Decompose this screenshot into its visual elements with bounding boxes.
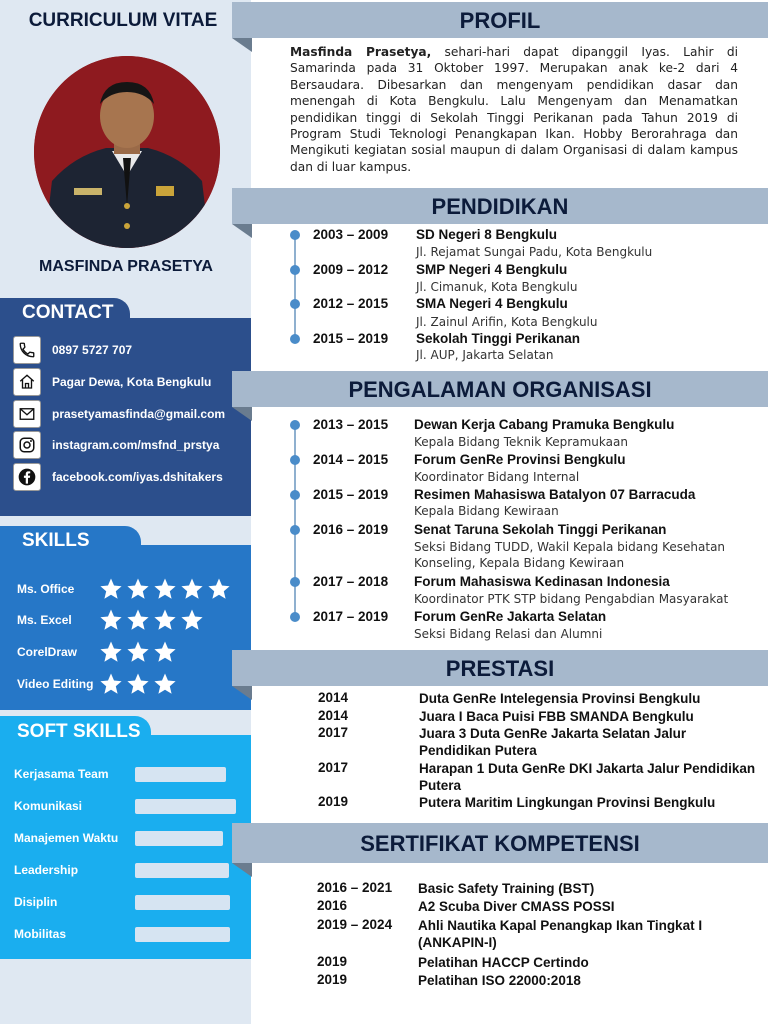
sertifikat-year: 2016 – 2021: [317, 880, 393, 895]
star-icon: [153, 640, 177, 664]
soft-skill-row: [14, 766, 226, 782]
timeline-dot: [290, 299, 300, 309]
skill-row: [17, 576, 231, 602]
timeline-dot: [290, 455, 300, 465]
star-icon: [180, 577, 204, 601]
cv-title: CURRICULUM VITAE: [28, 10, 218, 31]
star-icon: [99, 608, 123, 632]
prestasi-text: Duta GenRe Intelegensia Provinsi Bengkulu: [419, 691, 701, 706]
soft-skill-bar: [135, 799, 236, 814]
skill-name: Ms. Excel: [17, 613, 72, 627]
organisasi-period: 2017 – 2019: [313, 609, 389, 624]
soft-skill-name: Leadership: [14, 863, 79, 877]
soft-skill-name: Disiplin: [14, 895, 58, 909]
soft-skill-name: Kerjasama Team: [14, 767, 109, 781]
skills-title: SKILLS: [22, 530, 90, 551]
timeline-dot: [290, 420, 300, 430]
skill-row: [17, 607, 204, 633]
soft-skill-name: Mobilitas: [14, 927, 67, 941]
star-icon: [126, 640, 150, 664]
star-icon: [180, 608, 204, 632]
contact-instagram-text: instagram.com/msfnd_prstya: [52, 438, 220, 452]
skill-rating: [99, 577, 231, 601]
profil-name: Masfinda Prasetya,: [290, 45, 432, 59]
prestasi-year: 2014: [318, 690, 349, 705]
organisasi-org: Forum Mahasiswa Kedinasan Indonesia: [414, 574, 670, 589]
skill-name: Ms. Office: [17, 582, 75, 596]
timeline-dot: [290, 230, 300, 240]
star-icon: [99, 672, 123, 696]
organisasi-period: 2017 – 2018: [313, 574, 389, 589]
star-icon: [126, 672, 150, 696]
soft-skill-name: Komunikasi: [14, 799, 83, 813]
pendidikan-title: PENDIDIKAN: [431, 194, 569, 219]
soft-skill-bar: [135, 895, 230, 910]
star-icon: [99, 640, 123, 664]
skill-rating: [99, 672, 177, 696]
organisasi-timeline: [294, 424, 296, 618]
organisasi-role: Seksi Bidang TUDD, Wakil Kepala bidang Kesehatan: [414, 540, 726, 554]
star-icon: [126, 577, 150, 601]
star-icon: [153, 672, 177, 696]
organisasi-role: Kepala Bidang Kewiraan: [414, 504, 559, 518]
skill-rating: [99, 640, 177, 664]
prestasi-year: 2017: [318, 725, 349, 740]
sertifikat-year: 2019 – 2024: [317, 917, 393, 932]
contact-facebook[interactable]: [13, 463, 223, 491]
soft-skill-row: [14, 830, 223, 846]
facebook-icon: [13, 463, 41, 491]
organisasi-period: 2015 – 2019: [313, 487, 389, 502]
pendidikan-school: Sekolah Tinggi Perikanan: [416, 331, 581, 346]
soft-skill-row: [14, 798, 236, 814]
organisasi-period: 2014 – 2015: [313, 452, 389, 467]
soft-skill-bar: [135, 767, 226, 782]
home-icon: [13, 368, 41, 396]
soft-skill-bar: [135, 927, 230, 942]
timeline-dot: [290, 612, 300, 622]
contact-title: CONTACT: [22, 302, 114, 323]
organisasi-title: PENGALAMAN ORGANISASI: [348, 377, 652, 402]
soft-skill-bar: [135, 831, 223, 846]
soft-skill-row: [14, 862, 229, 878]
pendidikan-address: Jl. Rejamat Sungai Padu, Kota Bengkulu: [416, 245, 653, 259]
prestasi-year: 2017: [318, 760, 349, 775]
star-icon: [126, 608, 150, 632]
organisasi-role: Koordinator Bidang Internal: [414, 470, 580, 484]
email-icon: [13, 400, 41, 428]
profil-body: sehari-hari dapat dipanggil Iyas. Lahir di Samarinda pada 31 Oktober 1997. Merupakan anak ke-2 dari 4 Bersaudara. Dibesarkan dan mengenyam pendidikan dasar dan menengah di Kota Bengkulu. Lalu Mengenyam dan Menamatkan pendidikan tinggi di Sekolah Tinggi Perikanan pada Tahun 2019 di Program Studi Teknologi Penangkapan Ikan. Hobby Berorahraga dan Mengikuti kegiatan sosial maupun di dalam Organisasi di dalam kampus dan di luar kampus.: [290, 45, 738, 174]
contact-address-text: Pagar Dewa, Kota Bengkulu: [52, 375, 212, 389]
star-icon: [99, 577, 123, 601]
organisasi-role: Seksi Bidang Relasi dan Alumni: [414, 627, 603, 641]
prestasi-text: Putera Maritim Lingkungan Provinsi Bengkulu: [419, 795, 716, 810]
contact-phone-text: 0897 5727 707: [52, 343, 133, 357]
contact-facebook-text: facebook.com/iyas.dshitakers: [52, 470, 223, 484]
timeline-dot: [290, 334, 300, 344]
skill-name: CorelDraw: [17, 645, 78, 659]
sertifikat-year: 2019: [317, 972, 348, 987]
pendidikan-school: SMP Negeri 4 Bengkulu: [416, 262, 568, 277]
pendidikan-period: 2012 – 2015: [313, 296, 389, 311]
organisasi-org: Senat Taruna Sekolah Tinggi Perikanan: [414, 522, 667, 537]
timeline-dot: [290, 490, 300, 500]
timeline-dot: [290, 525, 300, 535]
prestasi-text: Juara I Baca Puisi FBB SMANDA Bengkulu: [419, 709, 694, 724]
profil-text: [290, 44, 738, 175]
pendidikan-school: SMA Negeri 4 Bengkulu: [416, 296, 568, 311]
full-name: MASFINDA PRASETYA: [39, 258, 213, 275]
sertifikat-year: 2016: [317, 898, 348, 913]
soft-skills-title: SOFT SKILLS: [17, 721, 141, 742]
soft-skill-row: [14, 926, 230, 942]
contact-phone: [13, 336, 132, 364]
contact-instagram[interactable]: [13, 431, 219, 459]
pendidikan-address: Jl. AUP, Jakarta Selatan: [416, 348, 554, 362]
sertifikat-text: Basic Safety Training (BST): [418, 881, 595, 896]
timeline-dot: [290, 577, 300, 587]
organisasi-period: 2016 – 2019: [313, 522, 389, 537]
prestasi-text: Juara 3 Duta GenRe Jakarta Selatan Jalur Pendidikan Putera: [419, 726, 687, 758]
pendidikan-address: Jl. Cimanuk, Kota Bengkulu: [416, 280, 578, 294]
skill-row: [17, 671, 177, 697]
contact-address: [13, 368, 211, 396]
timeline-dot: [290, 265, 300, 275]
organisasi-role: Koordinator PTK STP bidang Pengabdian Masyarakat: [414, 592, 729, 606]
organisasi-period: 2013 – 2015: [313, 417, 389, 432]
prestasi-year: 2014: [318, 708, 349, 723]
skill-row: [17, 639, 177, 665]
organisasi-org: Forum GenRe Jakarta Selatan: [414, 609, 607, 624]
sertifikat-text: A2 Scuba Diver CMASS POSSI: [418, 899, 615, 914]
star-icon: [153, 608, 177, 632]
contact-email[interactable]: [13, 400, 225, 428]
organisasi-role: Kepala Bidang Teknik Kepramukaan: [414, 435, 628, 449]
soft-skill-name: Manajemen Waktu: [14, 831, 119, 845]
prestasi-year: 2019: [318, 794, 349, 809]
instagram-icon: [13, 431, 41, 459]
sertifikat-text: Pelatihan ISO 22000:2018: [418, 973, 581, 988]
pendidikan-school: SD Negeri 8 Bengkulu: [416, 227, 558, 242]
soft-skill-row: [14, 894, 230, 910]
skill-rating: [99, 608, 204, 632]
pendidikan-period: 2015 – 2019: [313, 331, 389, 346]
prestasi-title: PRESTASI: [445, 656, 555, 681]
pendidikan-period: 2009 – 2012: [313, 262, 389, 277]
profil-title: PROFIL: [459, 8, 541, 33]
phone-icon: [13, 336, 41, 364]
organisasi-org: Forum GenRe Provinsi Bengkulu: [414, 452, 626, 467]
star-icon: [153, 577, 177, 601]
soft-skill-bar: [135, 863, 229, 878]
pendidikan-period: 2003 – 2009: [313, 227, 389, 242]
profile-photo: [34, 56, 220, 248]
prestasi-text: Harapan 1 Duta GenRe DKI Jakarta Jalur Pendidikan Putera: [419, 761, 756, 793]
sertifikat-text: Pelatihan HACCP Certindo: [418, 955, 589, 970]
pendidikan-address: Jl. Zainul Arifin, Kota Bengkulu: [416, 315, 598, 329]
contact-email-text: prasetyamasfinda@gmail.com: [52, 407, 226, 421]
pendidikan-timeline: [294, 234, 296, 340]
organisasi-role-cont: Konseling, Kepala Bidang Kewiraan: [414, 556, 625, 570]
skill-name: Video Editing: [17, 677, 94, 691]
sertifikat-text: Ahli Nautika Kapal Penangkap Ikan Tingkat I (ANKAPIN-I): [418, 918, 703, 950]
sertifikat-title: SERTIFIKAT KOMPETENSI: [360, 831, 640, 856]
organisasi-org: Dewan Kerja Cabang Pramuka Bengkulu: [414, 417, 675, 432]
star-icon: [207, 577, 231, 601]
sertifikat-year: 2019: [317, 954, 348, 969]
organisasi-org: Resimen Mahasiswa Batalyon 07 Barracuda: [414, 487, 696, 502]
